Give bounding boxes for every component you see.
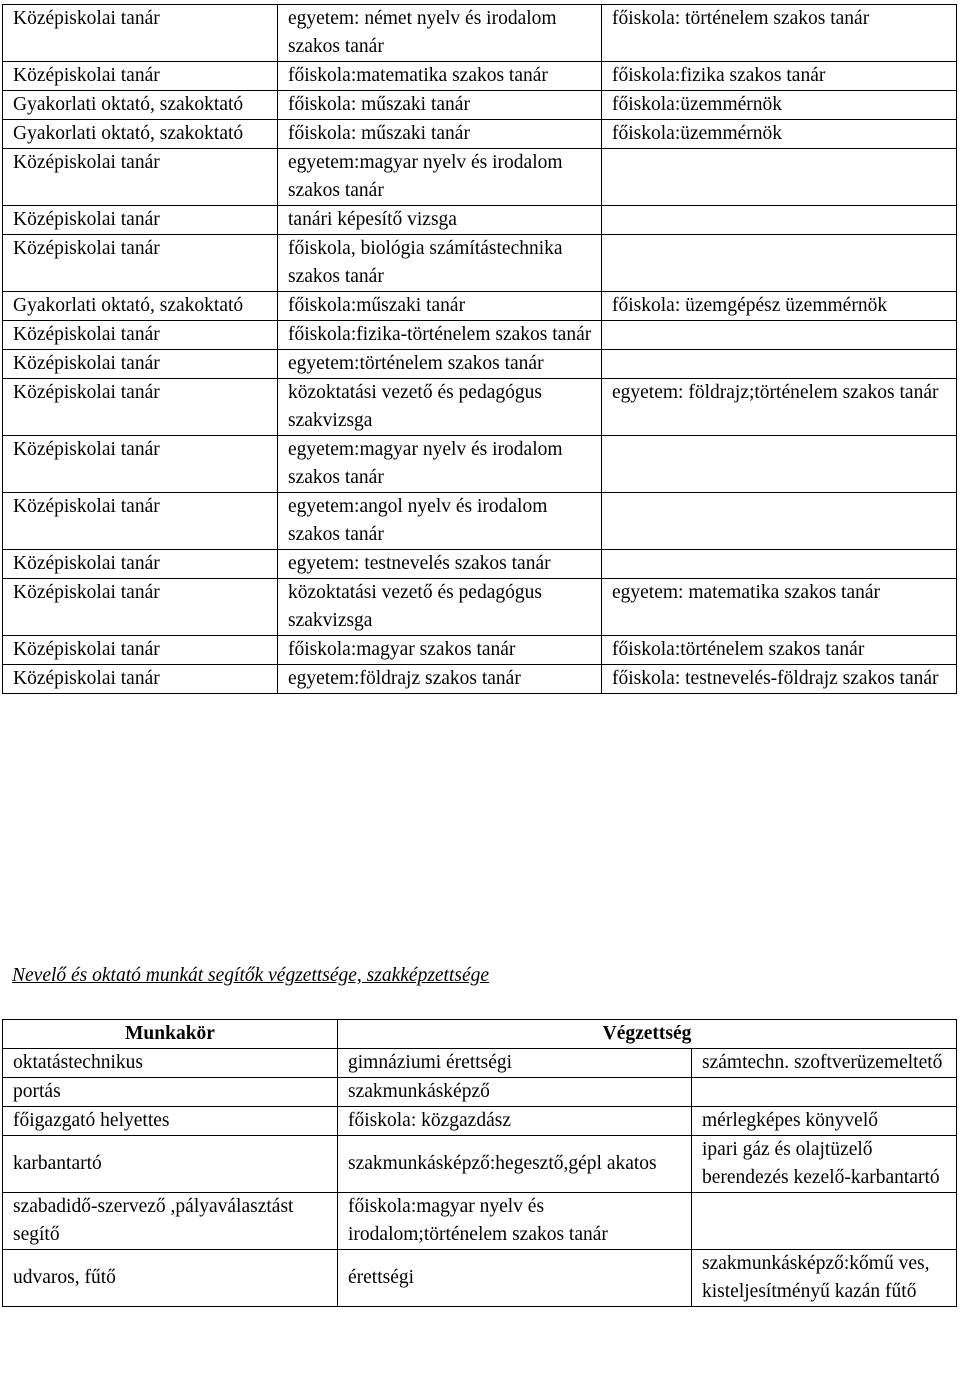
table-row [3, 206, 957, 235]
role-cell: Középiskolai tanár [3, 636, 278, 665]
degree-cell: egyetem:magyar nyelv és irodalom szakos tanár [278, 149, 602, 206]
degree-cell: egyetem:történelem szakos tanár [278, 350, 602, 379]
extra-qualification-cell: ipari gáz és olajtüzelő berendezés kezelő-karbantartó [692, 1136, 957, 1193]
role-cell: Középiskolai tanár [3, 5, 278, 62]
other-qualification-cell [602, 321, 957, 350]
other-qualification-cell: főiskola:történelem szakos tanár [602, 636, 957, 665]
education-cell: szakmunkásképző [338, 1078, 692, 1107]
table-row [3, 436, 957, 493]
role-cell: karbantartó [3, 1136, 338, 1193]
table-row [3, 636, 957, 665]
other-qualification-cell [602, 436, 957, 493]
education-cell: érettségi [338, 1250, 692, 1307]
education-cell: főiskola:magyar nyelv és irodalom;történelem szakos tanár [338, 1193, 692, 1250]
table-row [3, 149, 957, 206]
extra-qualification-cell [692, 1193, 957, 1250]
degree-cell: egyetem:angol nyelv és irodalom szakos tanár [278, 493, 602, 550]
degree-cell: egyetem: testnevelés szakos tanár [278, 550, 602, 579]
other-qualification-cell: főiskola: üzemgépész üzemmérnök [602, 292, 957, 321]
other-qualification-cell: főiskola: testnevelés-földrajz szakos tanár [602, 665, 957, 694]
role-cell: Középiskolai tanár [3, 62, 278, 91]
role-cell: Középiskolai tanár [3, 321, 278, 350]
degree-cell: főiskola:matematika szakos tanár [278, 62, 602, 91]
table-row [3, 550, 957, 579]
degree-cell: főiskola:magyar szakos tanár [278, 636, 602, 665]
role-cell: főigazgató helyettes [3, 1107, 338, 1136]
role-cell: Középiskolai tanár [3, 665, 278, 694]
table-row [3, 1136, 957, 1193]
role-cell: Középiskolai tanár [3, 379, 278, 436]
extra-qualification-cell [692, 1078, 957, 1107]
role-cell: Középiskolai tanár [3, 579, 278, 636]
table-row [3, 1049, 957, 1078]
table-row [3, 120, 957, 149]
table-row [3, 292, 957, 321]
table-row [3, 1078, 957, 1107]
role-cell: szabadidő-szervező ,pályaválasztást segítő [3, 1193, 338, 1250]
table-row [3, 91, 957, 120]
role-cell: oktatástechnikus [3, 1049, 338, 1078]
role-cell: Középiskolai tanár [3, 149, 278, 206]
degree-cell: főiskola, biológia számítástechnika szakos tanár [278, 235, 602, 292]
degree-cell: főiskola: műszaki tanár [278, 91, 602, 120]
role-cell: Középiskolai tanár [3, 206, 278, 235]
role-cell: Középiskolai tanár [3, 436, 278, 493]
role-cell: Középiskolai tanár [3, 493, 278, 550]
column-header-education: Végzettség [338, 1020, 957, 1049]
education-cell: főiskola: közgazdász [338, 1107, 692, 1136]
extra-qualification-cell: mérlegképes könyvelő [692, 1107, 957, 1136]
table-header-row [3, 1020, 957, 1049]
other-qualification-cell [602, 206, 957, 235]
role-cell: Középiskolai tanár [3, 550, 278, 579]
extra-qualification-cell: szakmunkásképző:kőmű ves, kisteljesítményű kazán fűtő [692, 1250, 957, 1307]
role-cell: Gyakorlati oktató, szakoktató [3, 91, 278, 120]
role-cell: Gyakorlati oktató, szakoktató [3, 292, 278, 321]
other-qualification-cell: egyetem: földrajz;történelem szakos tanár [602, 379, 957, 436]
table-row [3, 1107, 957, 1136]
table-row [3, 1250, 957, 1307]
table-row [3, 350, 957, 379]
role-cell: portás [3, 1078, 338, 1107]
degree-cell: tanári képesítő vizsga [278, 206, 602, 235]
degree-cell: főiskola:fizika-történelem szakos tanár [278, 321, 602, 350]
role-cell: Középiskolai tanár [3, 350, 278, 379]
extra-qualification-cell: számtechn. szoftverüzemeltető [692, 1049, 957, 1078]
column-header-role: Munkakör [3, 1020, 338, 1049]
table-row [3, 235, 957, 292]
degree-cell: közoktatási vezető és pedagógus szakvizsga [278, 379, 602, 436]
other-qualification-cell [602, 235, 957, 292]
other-qualification-cell: egyetem: matematika szakos tanár [602, 579, 957, 636]
table-row [3, 1193, 957, 1250]
degree-cell: közoktatási vezető és pedagógus szakvizsga [278, 579, 602, 636]
degree-cell: egyetem:magyar nyelv és irodalom szakos tanár [278, 436, 602, 493]
support-staff-table [2, 1019, 957, 1307]
role-cell: Gyakorlati oktató, szakoktató [3, 120, 278, 149]
table-row [3, 665, 957, 694]
degree-cell: egyetem: német nyelv és irodalom szakos tanár [278, 5, 602, 62]
section-title: Nevelő és oktató munkát segítők végzettsége, szakképzettsége [12, 965, 490, 986]
table-row [3, 62, 957, 91]
education-cell: szakmunkásképző:hegesztő,gépl akatos [338, 1136, 692, 1193]
other-qualification-cell: főiskola: történelem szakos tanár [602, 5, 957, 62]
table-row [3, 579, 957, 636]
degree-cell: főiskola: műszaki tanár [278, 120, 602, 149]
table-row [3, 379, 957, 436]
table-row [3, 321, 957, 350]
role-cell: Középiskolai tanár [3, 235, 278, 292]
education-cell: gimnáziumi érettségi [338, 1049, 692, 1078]
role-cell: udvaros, fűtő [3, 1250, 338, 1307]
other-qualification-cell: főiskola:üzemmérnök [602, 120, 957, 149]
table-row [3, 493, 957, 550]
other-qualification-cell [602, 350, 957, 379]
other-qualification-cell [602, 493, 957, 550]
other-qualification-cell [602, 550, 957, 579]
degree-cell: főiskola:műszaki tanár [278, 292, 602, 321]
other-qualification-cell [602, 149, 957, 206]
other-qualification-cell: főiskola:fizika szakos tanár [602, 62, 957, 91]
table-row [3, 5, 957, 62]
staff-qualifications-table [2, 4, 957, 694]
degree-cell: egyetem:földrajz szakos tanár [278, 665, 602, 694]
other-qualification-cell: főiskola:üzemmérnök [602, 91, 957, 120]
